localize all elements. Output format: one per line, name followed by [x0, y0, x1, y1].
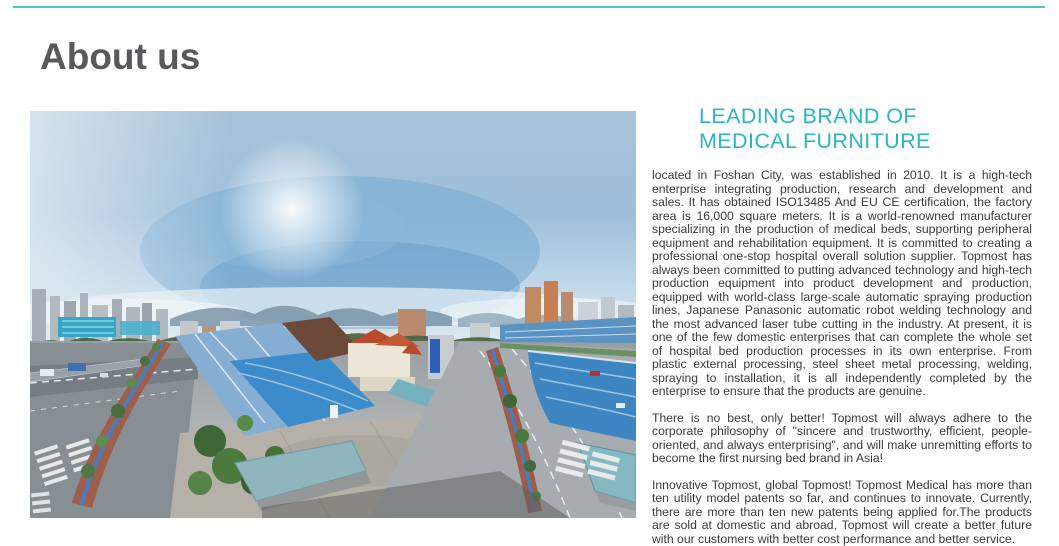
section-heading-line2: MEDICAL FURNITURE	[699, 129, 1032, 154]
factory-panorama-illustration	[30, 111, 636, 518]
section-heading-line1: LEADING BRAND OF	[699, 104, 1032, 129]
top-divider-rule	[13, 6, 1045, 8]
page-title: About us	[40, 36, 200, 78]
section-heading	[699, 104, 1032, 153]
factory-aerial-panorama-photo	[30, 111, 636, 518]
about-paragraph-2: There is no best, only better! Topmost will always adhere to the corporate philosophy of "sincere and trustworthy, efficient, people-oriented, and always enterprising", and will make unremitting efforts to become the first nursing bed brand in Asia!	[652, 412, 1032, 466]
about-paragraph-3: Innovative Topmost, global Topmost! Topmost Medical has more than ten utility model patents so far, and continues to innovate. Currently, there are more than ten new patents being applied for.The products are sold at domestic and abroad, Topmost will create a better future with our customers with better cost performance and better service.	[652, 479, 1032, 546]
about-text-column	[652, 104, 1032, 546]
about-paragraph-1: located in Foshan City, was established in 2010. It is a high-tech enterprise integrating production, research and development and sales. It has obtained ISO13485 And EU CE certification, the factory area is 16,000 square meters. It is a world-renowned manufacturer specializing in the production of medical beds, supporting peripheral equipment and rehabilitation equipment. It is committed to creating a professional one-stop hospital overall solution supplier. Topmost has always been committed to putting advanced technology and high-tech production equipment into product development and production, equipped with world-class large-scale automatic spraying production lines, Japanese Panasonic automatic robot welding technology and the most advanced laser tube cutting in the industry. At present, it is one of the few domestic enterprises that can complete the whole set of hospital bed production processes in its own enterprise. From plastic external processing, steel sheet metal processing, welding, spraying to installation, it is all independently completed by the enterprise to ensure that the products are genuine.	[652, 169, 1032, 399]
